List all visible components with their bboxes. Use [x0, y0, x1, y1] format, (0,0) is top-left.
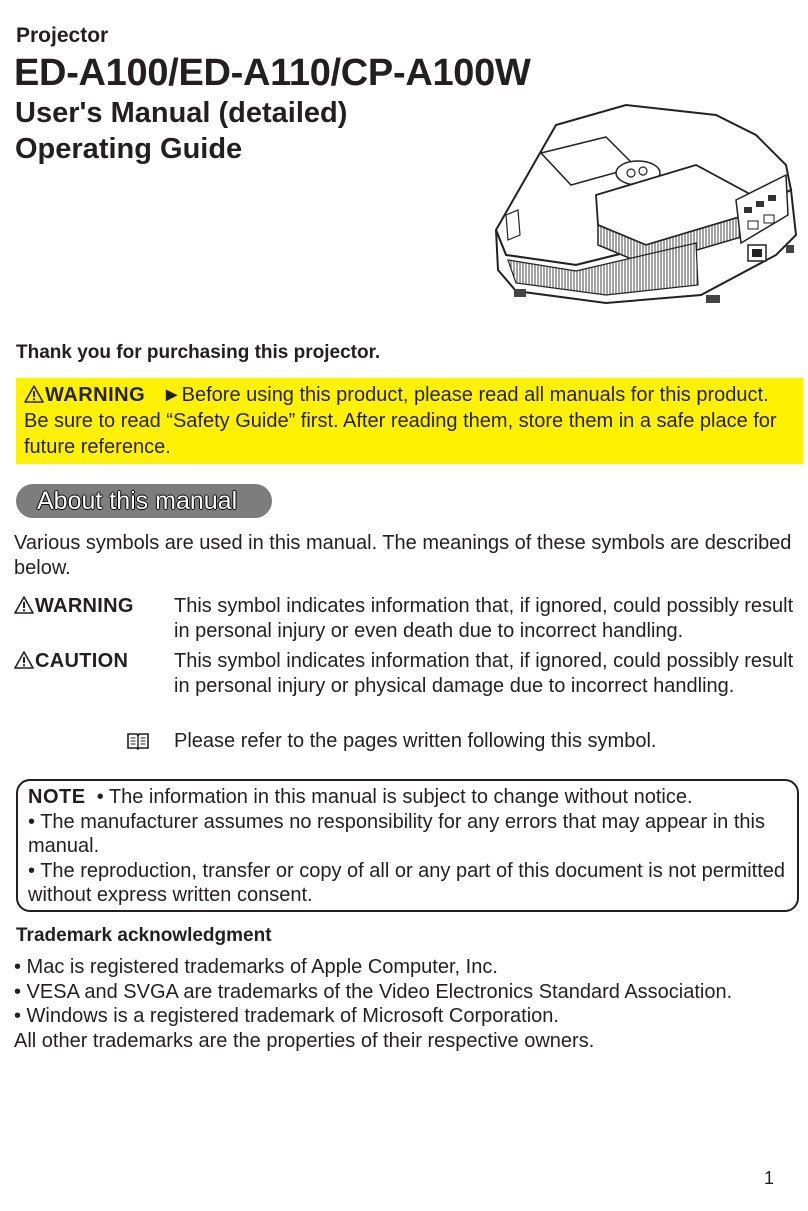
- warning-triangle-icon: [24, 385, 44, 403]
- warning-box: [16, 378, 803, 464]
- symbol-row-reference: [14, 729, 804, 754]
- note-line-2: • The manufacturer assumes no responsibility for any errors that may appear in this manual.: [28, 810, 765, 857]
- page-number: 1: [764, 1168, 775, 1188]
- trademark-item: • Mac is registered trademarks of Apple Computer, Inc.: [14, 956, 498, 978]
- symbol-key-warning: WARNING: [14, 594, 134, 619]
- note-line-1: NOTE • The information in this manual is subject to change without notice.: [28, 786, 693, 808]
- warning-text: ►Before using this product, please read all manuals for this product. Be sure to read “Safety Guide” first. After reading them, store them in a safe place for future reference.: [24, 384, 777, 458]
- caution-triangle-icon: [14, 651, 34, 669]
- section-heading: About this manual: [16, 484, 272, 518]
- model-numbers-title: ED-A100/ED-A110/CP-A100W: [14, 52, 531, 94]
- section-intro: Various symbols are used in this manual. The meanings of these symbols are described below.: [14, 532, 792, 579]
- symbol-key-caution: CAUTION: [14, 649, 128, 674]
- trademark-heading: Trademark acknowledgment: [16, 925, 272, 946]
- thank-you-text: Thank you for purchasing this projector.: [16, 342, 381, 363]
- product-category-label: Projector: [16, 24, 109, 47]
- symbol-row-caution: [14, 649, 804, 724]
- trademark-item: • Windows is a registered trademark of Microsoft Corporation.: [14, 1005, 559, 1027]
- trademark-item: • VESA and SVGA are trademarks of the Video Electronics Standard Association.: [14, 980, 733, 1003]
- trademark-item: All other trademarks are the properties of their respective owners.: [14, 1029, 595, 1052]
- symbol-desc-caution: This symbol indicates information that, if ignored, could possibly result in personal injury or physical damage due to incorrect handling.: [174, 650, 794, 697]
- warning-label: WARNING: [45, 384, 146, 406]
- note-box: [16, 779, 799, 912]
- symbol-desc-warning: This symbol indicates information that, if ignored, could possibly result in personal injury or even death due to incorrect handling.: [174, 595, 794, 642]
- note-line-3: • The reproduction, transfer or copy of all or any part of this document is not permitted without express written consent.: [28, 859, 786, 906]
- manual-title: User's Manual (detailed): [15, 97, 348, 129]
- trademark-list: [14, 955, 804, 1053]
- guide-title: Operating Guide: [15, 133, 243, 165]
- note-label: NOTE: [28, 786, 86, 808]
- symbol-desc-reference: Please refer to the pages written following this symbol.: [174, 730, 657, 752]
- symbol-row-warning: [14, 594, 804, 644]
- warning-triangle-icon: [14, 596, 34, 614]
- projector-illustration: [486, 95, 802, 315]
- book-icon: [126, 731, 150, 751]
